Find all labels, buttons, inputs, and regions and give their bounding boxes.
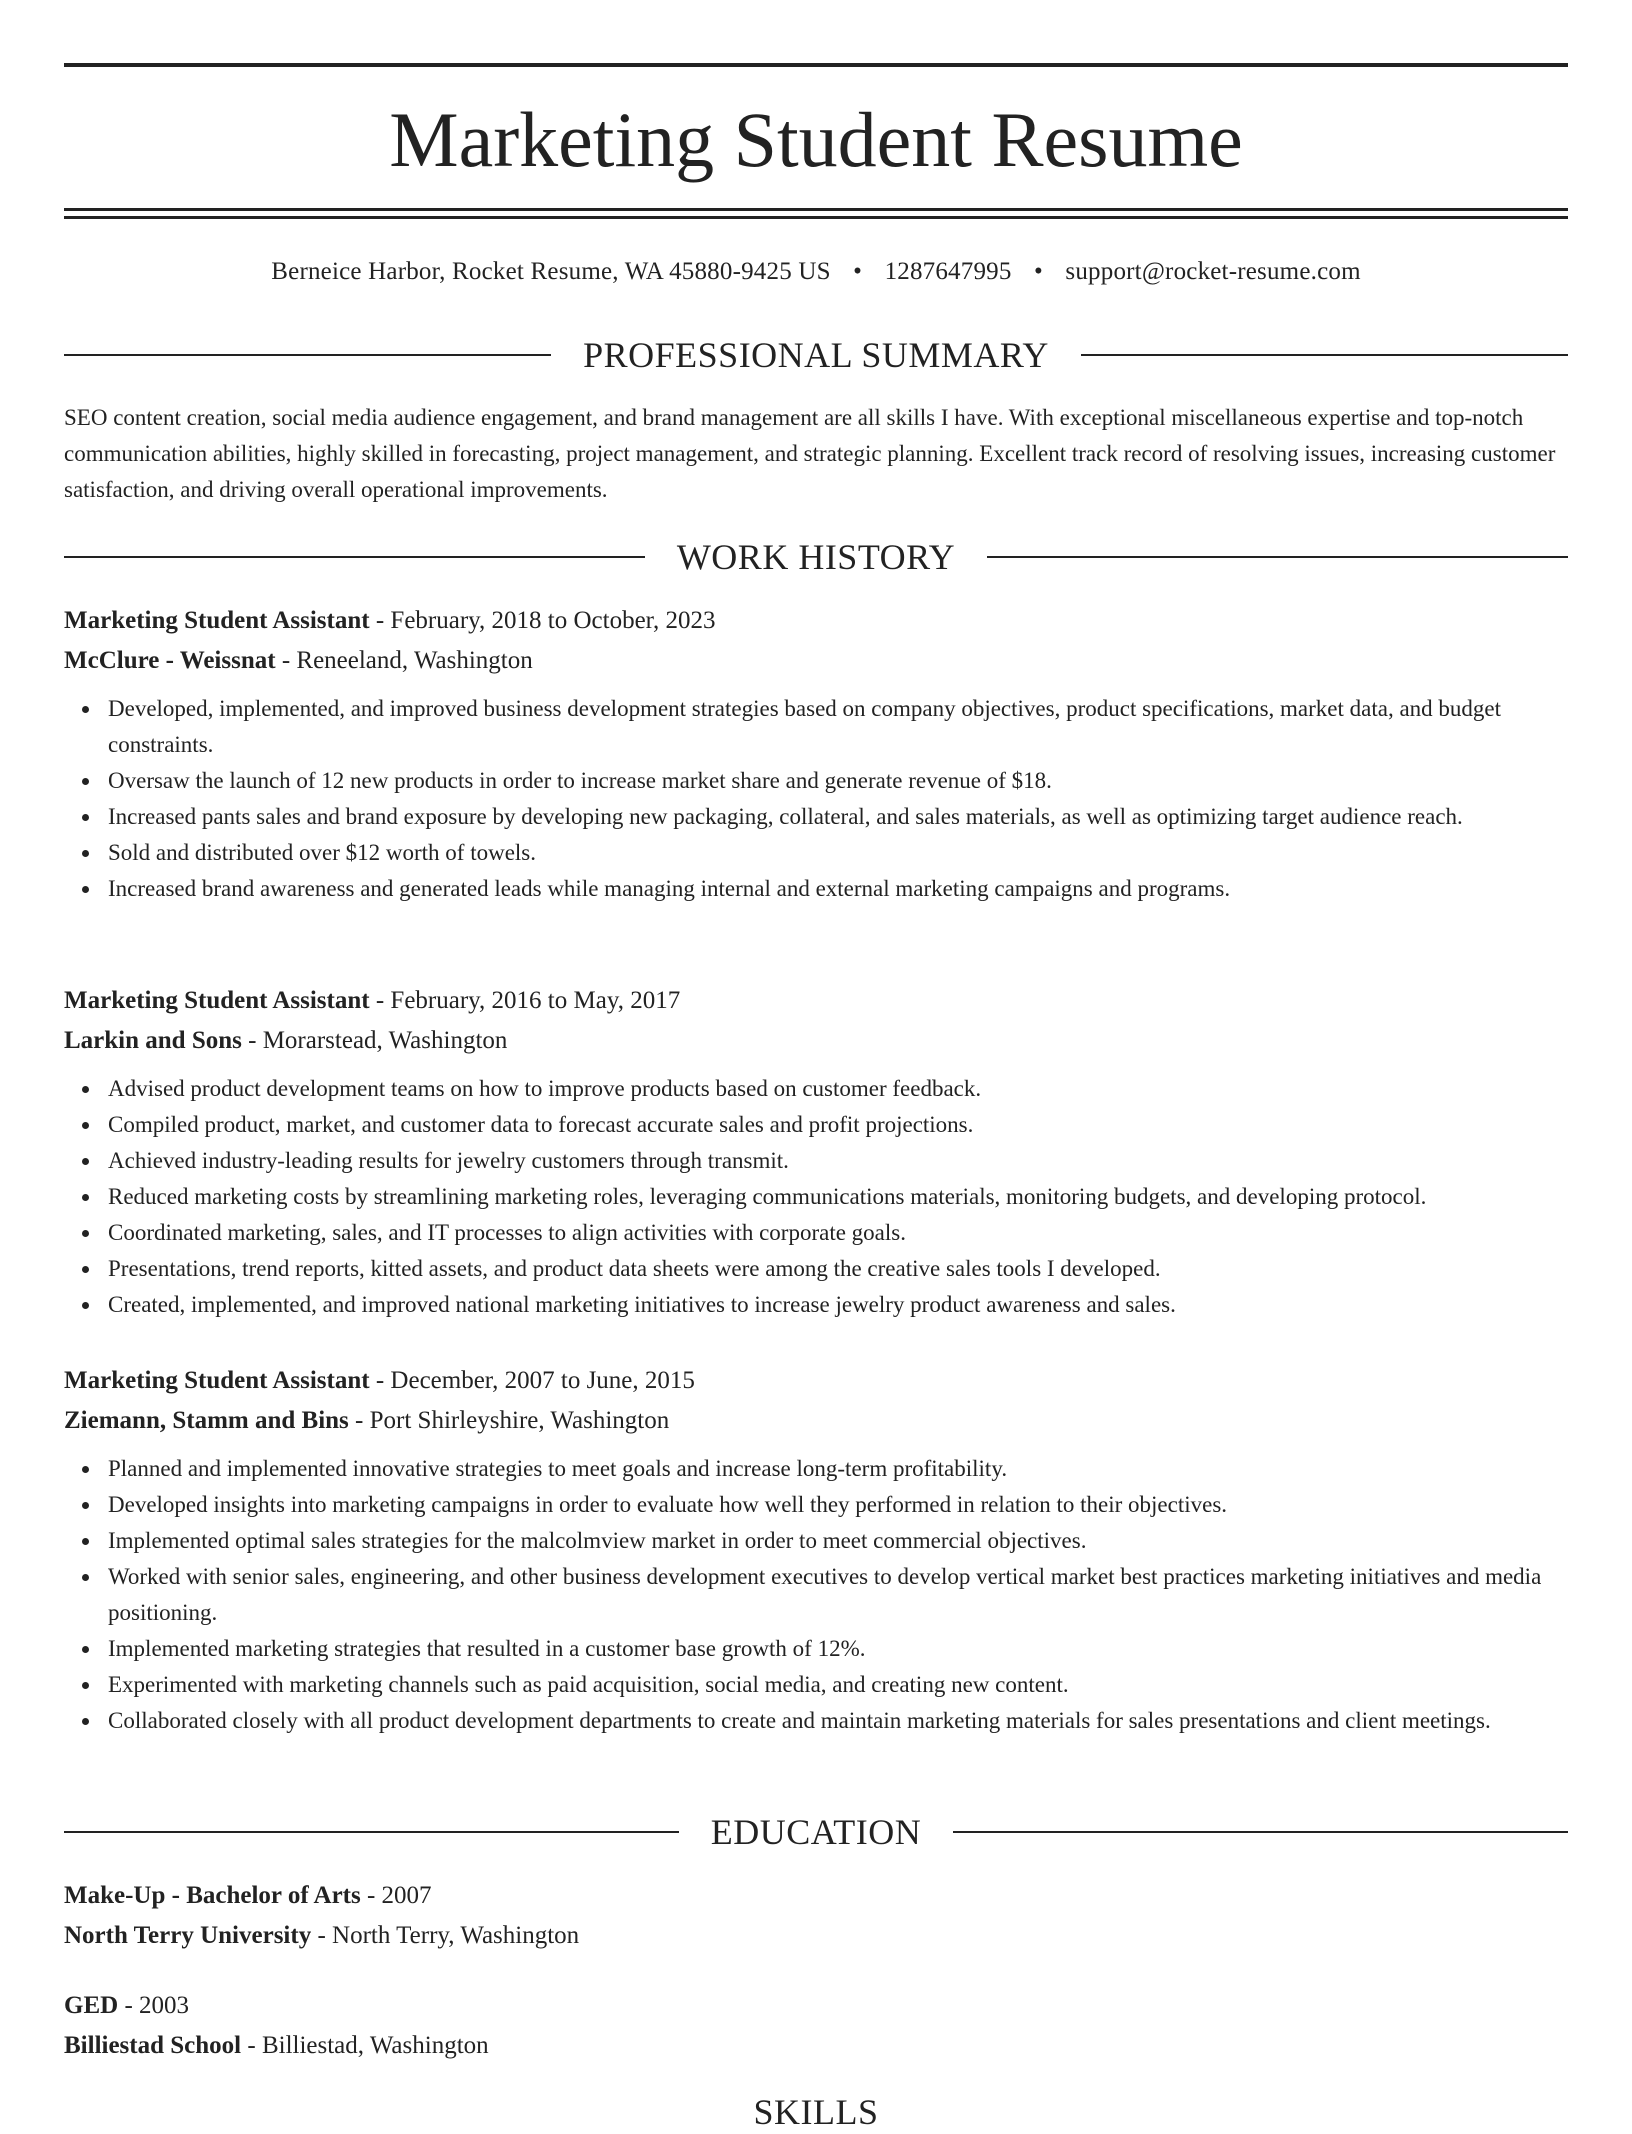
- job-entry: [64, 981, 1568, 1323]
- summary-text: SEO content creation, social media audience engagement, and brand management are all skills I have. With exceptional miscellaneous expertise and top-notch communication abilities, highly skilled in forecasting, project management, and strategic planning. Excellent track record of resolving issues, increasing customer satisfaction, and driving overall operational improvements.: [64, 405, 1556, 502]
- job-dates: - December, 2007 to June, 2015: [369, 1367, 695, 1394]
- job-title: Marketing Student Assistant: [64, 987, 370, 1014]
- job-bullet: Developed insights into marketing campaigns in order to evaluate how well they performed in relation to their objectives.: [108, 1487, 1568, 1523]
- job-bullet: Sold and distributed over $12 worth of towels.: [108, 835, 1568, 871]
- education-degree-line: [64, 1986, 1568, 2026]
- section-rule-right: [953, 1831, 1568, 1833]
- education-school-line: [64, 1916, 1568, 1956]
- job-bullets: [64, 1071, 1568, 1323]
- education-entry: [64, 1876, 1568, 1956]
- top-rule: [64, 63, 1568, 67]
- job-bullet: Reduced marketing costs by streamlining marketing roles, leveraging communications materials, monitoring budgets, and developing protocol.: [108, 1179, 1568, 1215]
- education-year: - 2007: [360, 1882, 432, 1909]
- job-dates: - February, 2018 to October, 2023: [369, 607, 716, 634]
- education-school-line: [64, 2026, 1568, 2066]
- job-bullets: [64, 1451, 1568, 1739]
- education-degree: GED: [64, 1992, 119, 2019]
- job-bullet: Implemented marketing strategies that resulted in a customer base growth of 12%.: [108, 1631, 1568, 1667]
- job-bullet: Worked with senior sales, engineering, and other business development executives to develop vertical market best practices marketing initiatives and media positioning.: [108, 1559, 1568, 1631]
- job-bullet: Planned and implemented innovative strategies to meet goals and increase long-term profitability.: [108, 1451, 1568, 1487]
- section-header-education: [64, 1810, 1568, 1854]
- job-company: McClure - Weissnat: [64, 647, 276, 674]
- job-title-line: [64, 601, 1568, 641]
- job-entry: [64, 601, 1568, 907]
- job-location: - Morarstead, Washington: [241, 1027, 508, 1054]
- section-title-work: WORK HISTORY: [676, 537, 956, 577]
- job-company: Larkin and Sons: [64, 1027, 242, 1054]
- job-title: Marketing Student Assistant: [64, 607, 370, 634]
- education-location: - North Terry, Washington: [311, 1922, 580, 1949]
- education-degree-line: [64, 1876, 1568, 1916]
- section-header-skills: [64, 2090, 1568, 2134]
- job-bullet: Presentations, trend reports, kitted assets, and product data sheets were among the creative sales tools I developed.: [108, 1251, 1568, 1287]
- contact-separator: •: [853, 258, 863, 285]
- education-degree: Make-Up - Bachelor of Arts: [64, 1882, 361, 1909]
- education-school: Billiestad School: [64, 2032, 242, 2059]
- title-rule-upper: [64, 208, 1568, 211]
- job-location: - Reneeland, Washington: [275, 647, 533, 674]
- section-rule-left: [64, 556, 645, 558]
- section-header-summary: [64, 333, 1568, 377]
- section-rule-left: [64, 1831, 679, 1833]
- education-entry: [64, 1986, 1568, 2066]
- section-header-work: [64, 535, 1568, 579]
- job-title-line: [64, 981, 1568, 1021]
- section-rule-left: [64, 354, 551, 356]
- job-bullets: [64, 691, 1568, 907]
- job-company-line: [64, 641, 1568, 681]
- job-title-line: [64, 1361, 1568, 1401]
- job-location: - Port Shirleyshire, Washington: [348, 1407, 670, 1434]
- title-rule-lower: [64, 216, 1568, 219]
- job-bullet: Increased pants sales and brand exposure by developing new packaging, collateral, and sales materials, as well as optimizing target audience reach.: [108, 799, 1568, 835]
- job-company-line: [64, 1401, 1568, 1441]
- job-title: Marketing Student Assistant: [64, 1367, 370, 1394]
- job-bullet: Increased brand awareness and generated leads while managing internal and external marketing campaigns and programs.: [108, 871, 1568, 907]
- job-bullet: Developed, implemented, and improved business development strategies based on company objectives, product specifications, market data, and budget constraints.: [108, 691, 1568, 763]
- job-bullet: Achieved industry-leading results for jewelry customers through transmit.: [108, 1143, 1568, 1179]
- section-rule-right: [987, 556, 1568, 558]
- job-bullet: Implemented optimal sales strategies for the malcolmview market in order to meet commercial objectives.: [108, 1523, 1568, 1559]
- contact-separator: •: [1034, 258, 1043, 285]
- job-bullet: Oversaw the launch of 12 new products in order to increase market share and generate revenue of $18.: [108, 763, 1568, 799]
- job-entry: [64, 1361, 1568, 1739]
- section-title-education: EDUCATION: [710, 1812, 922, 1852]
- job-bullet: Experimented with marketing channels such as paid acquisition, social media, and creating new content.: [108, 1667, 1568, 1703]
- education-year: - 2003: [118, 1992, 190, 2019]
- job-dates: - February, 2016 to May, 2017: [369, 987, 681, 1014]
- resume-title: Marketing Student Resume: [389, 96, 1243, 183]
- job-bullet: Collaborated closely with all product development departments to create and maintain marketing materials for sales presentations and client meetings.: [108, 1703, 1568, 1739]
- section-title-summary: PROFESSIONAL SUMMARY: [583, 335, 1049, 375]
- job-bullet: Created, implemented, and improved national marketing initiatives to increase jewelry product awareness and sales.: [108, 1287, 1568, 1323]
- education-location: - Billiestad, Washington: [241, 2032, 489, 2059]
- job-bullet: Coordinated marketing, sales, and IT processes to align activities with corporate goals.: [108, 1215, 1568, 1251]
- contact-email: support@rocket-resume.com: [1065, 258, 1361, 285]
- job-bullet: Compiled product, market, and customer data to forecast accurate sales and profit projections.: [108, 1107, 1568, 1143]
- contact-line: [64, 255, 1568, 289]
- education-school: North Terry University: [64, 1922, 312, 1949]
- contact-phone: 1287647995: [884, 258, 1012, 285]
- section-rule-right: [1081, 354, 1568, 356]
- job-company: Ziemann, Stamm and Bins: [64, 1407, 349, 1434]
- job-bullet: Advised product development teams on how to improve products based on customer feedback.: [108, 1071, 1568, 1107]
- job-company-line: [64, 1021, 1568, 1061]
- section-title-skills: SKILLS: [753, 2092, 879, 2132]
- contact-address: Berneice Harbor, Rocket Resume, WA 45880-9425 US: [271, 258, 831, 285]
